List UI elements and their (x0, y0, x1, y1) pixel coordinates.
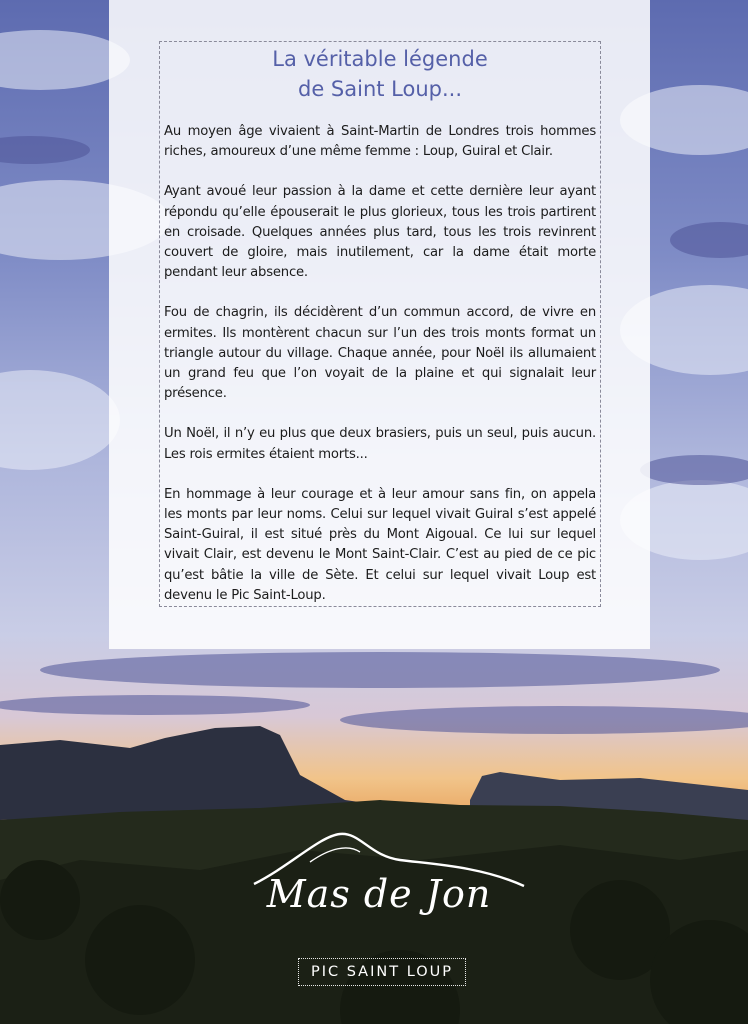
title-line-1: La véritable légende (272, 47, 488, 71)
paragraph-2: Ayant avoué leur passion à la dame et cette dernière leur ayant répondu qu’elle épouserait le plus glorieux, tous les trois partirent en croisade. Quelques années plus tard, tous les trois revinrent couvert de gloire, mais inutilement, car la dame était morte pendant leur absence. (164, 184, 596, 281)
paragraph-1: Au moyen âge vivaient à Saint-Martin de Londres trois hommes riches, amoureux d’une même femme : Loup, Guiral et Clair. (164, 124, 596, 160)
title-line-2: de Saint Loup... (297, 77, 463, 101)
paragraph-3: Fou de chagrin, ils décidèrent d’un commun accord, de vivre en ermites. Ils montèrent chacun sur l’un des trois monts format un triangle autour du village. Chaque année, pour Noël ils allumaient un grand feu que l’on voyait de la plaine et qui signalait leur présence. (164, 305, 596, 402)
logo-tagline: PIC SAINT LOUP (310, 964, 454, 980)
page-title (159, 44, 601, 104)
paragraph-5: En hommage à leur courage et à leur amour sans fin, on appela les monts par leur noms. Celui sur lequel vivait Guiral s’est appelé Saint-Guiral, il est situé près du Mont Aigoual. Ce lui sur lequel vivait Clair, est devenu le Mont Saint-Clair. C’est au pied de ce pic qu’est bâtie la ville de Sète. Et celui sur lequel vivait Loup est devenu le Pic Saint-Loup. (164, 486, 596, 603)
logo-name: Mas de Jon (266, 872, 492, 916)
paragraph-4: Un Noël, il n’y eu plus que deux brasiers, puis un seul, puis aucun. Les rois ermites étaient morts... (164, 426, 596, 462)
legend-text (164, 122, 596, 626)
logo-tagline-box (298, 958, 466, 986)
